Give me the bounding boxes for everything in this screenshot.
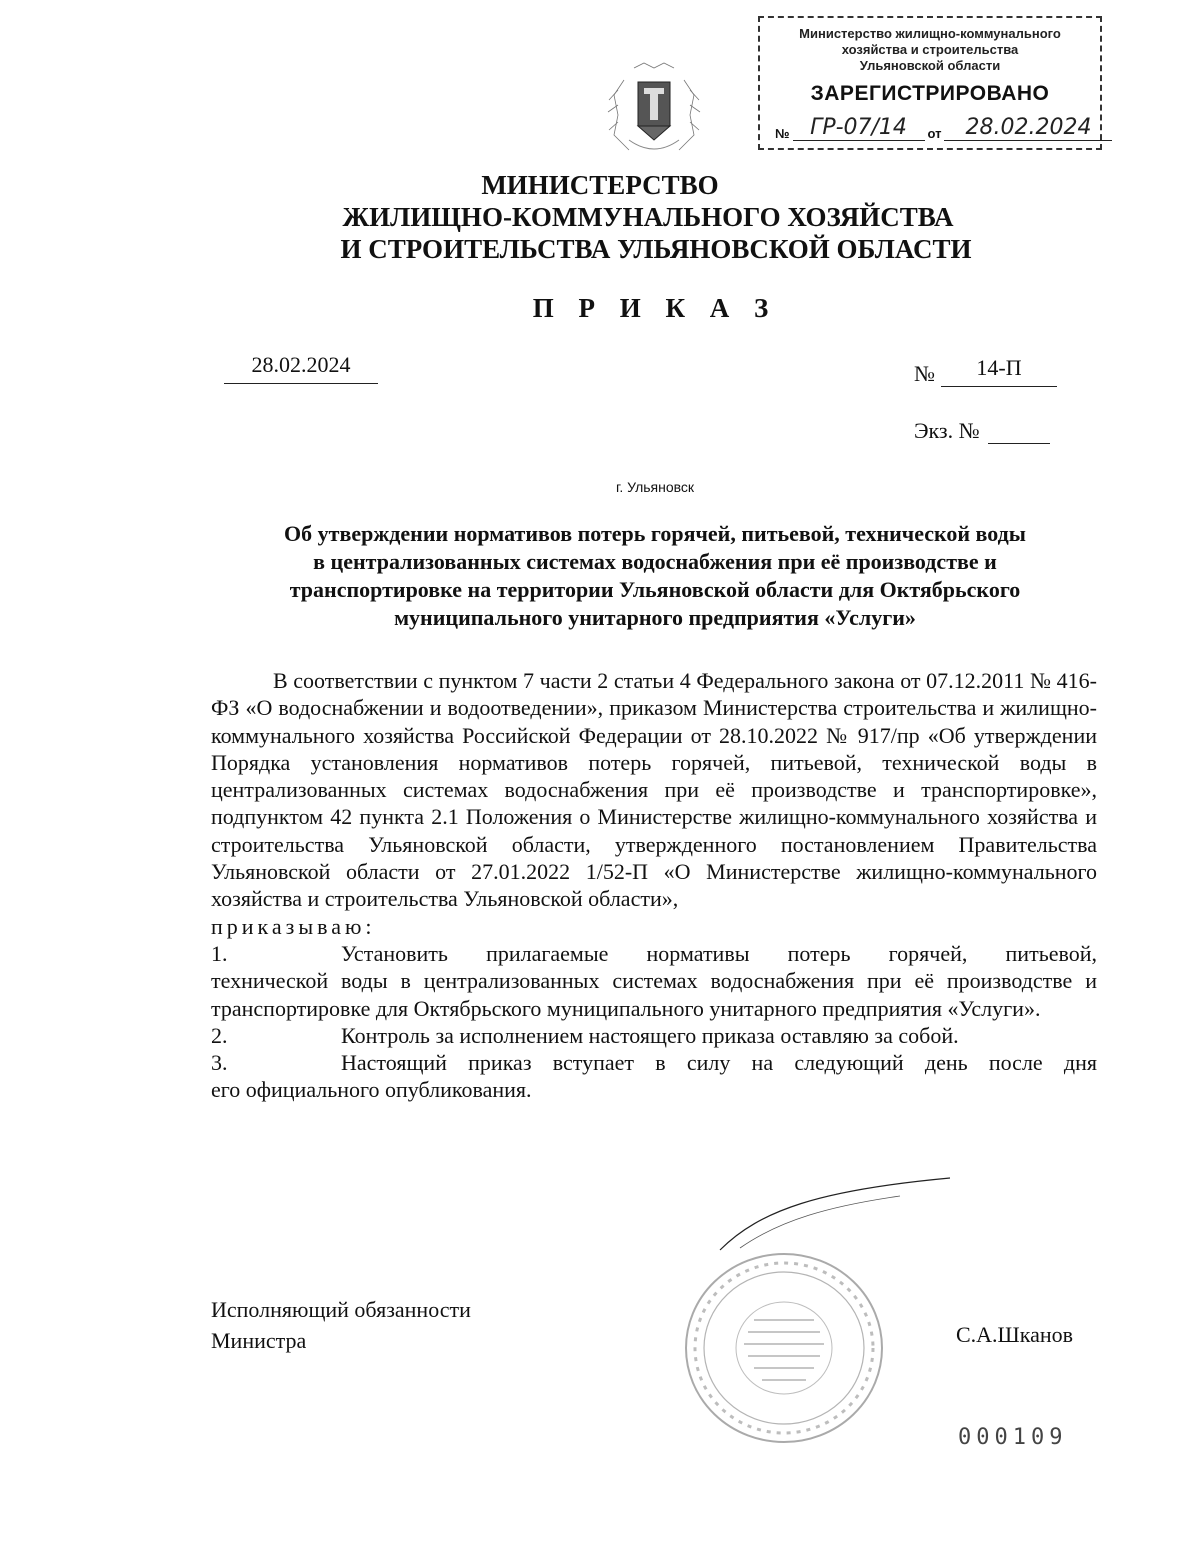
- signatory-position-line: Министра: [211, 1328, 307, 1353]
- order-word: приказываю:: [211, 913, 376, 939]
- document-type-title: П Р И К А З: [532, 293, 778, 323]
- order-item-text: Настоящий приказ вступает в силу на следующий день после дня: [341, 1050, 1097, 1076]
- ministry-name-line-3: И СТРОИТЕЛЬСТВА УЛЬЯНОВСКОЙ ОБЛАСТИ: [340, 234, 972, 264]
- order-item-text: Установить прилагаемые нормативы потерь горячей, питьевой,: [341, 940, 1097, 966]
- order-number-field: [914, 355, 1057, 387]
- registration-date-label: от: [927, 126, 942, 141]
- order-subject-line: Об утверждении нормативов потерь горячей, питьевой, технической воды: [284, 521, 1026, 546]
- signatory-position-line: Исполняющий обязанности: [211, 1297, 471, 1322]
- order-body: [211, 667, 1097, 1104]
- order-subject-line: муниципального унитарного предприятия «Услуги»: [394, 605, 916, 630]
- registration-stamp-line: [772, 116, 1112, 141]
- signatory-name: С.А.Шканов: [956, 1322, 1074, 1347]
- coat-of-arms-emblem: [604, 60, 704, 160]
- order-item-3: [211, 1049, 1097, 1076]
- order-item-number: 2.: [211, 1022, 228, 1048]
- registration-stamp-org-line: хозяйства и строительства: [841, 42, 1019, 57]
- document-serial-code: 000109: [958, 1425, 1068, 1450]
- order-item-number: 1.: [211, 940, 228, 966]
- city-name: г. Ульяновск: [615, 479, 695, 495]
- registration-number-label: №: [775, 126, 790, 141]
- registration-stamp: [758, 16, 1102, 150]
- order-subject-line: в централизованных системах водоснабжения при её производстве и: [313, 549, 997, 574]
- signatory-position: [211, 1294, 471, 1356]
- order-item-continuation: технической воды в централизованных системах водоснабжения при её производстве и транспортировке для Октябрьского муниципального унитарного предприятия «Услуги».: [211, 968, 1097, 1021]
- registration-stamp-org-line: Министерство жилищно-коммунального: [799, 26, 1061, 41]
- official-round-seal: [682, 1250, 886, 1446]
- order-date: 28.02.2024: [224, 352, 378, 384]
- registration-stamp-org-line: Ульяновской области: [859, 58, 1001, 73]
- registration-stamp-organization: [760, 26, 1100, 74]
- order-item-1: [211, 940, 1097, 967]
- registration-number-handwritten: ГР-07/14: [793, 116, 925, 141]
- order-item-text: Контроль за исполнением настоящего приказа оставляю за собой.: [341, 1022, 959, 1048]
- ministry-name-line-2: ЖИЛИЩНО-КОММУНАЛЬНОГО ХОЗЯЙСТВА: [342, 202, 954, 232]
- copy-number-blank: [988, 421, 1050, 444]
- registration-stamp-title: ЗАРЕГИСТРИРОВАНО: [810, 82, 1050, 105]
- ministry-name-line-1: МИНИСТЕРСТВО: [481, 170, 719, 200]
- preamble-paragraph: В соответствии с пунктом 7 части 2 статьи 4 Федерального закона от 07.12.2011 № 416-ФЗ «О водоснабжении и водоотведении», приказом Министерства строительства и жилищно-коммунального хозяйства Российской Федерации от 28.10.2022 № 917/пр «Об утверждении Порядка установления нормативов потерь горячей, питьевой, технической воды в централизованных системах водоснабжения при её производстве и транспортировке», подпунктом 42 пункта 2.1 Положения о Министерстве жилищно-коммунального хозяйства и строительства Ульяновской области, утвержденного постановлением Правительства Ульяновской области от 27.01.2022 1/52-П «О Министерстве жилищно-коммунального хозяйства и строительства Ульяновской области»,: [211, 668, 1097, 912]
- handwritten-signature: [700, 1170, 960, 1260]
- order-number: 14-П: [941, 355, 1057, 387]
- order-number-label: №: [914, 361, 935, 386]
- order-item-number: 3.: [211, 1050, 228, 1076]
- copy-number-label: Экз. №: [914, 418, 980, 443]
- copy-number-field: [914, 418, 1050, 444]
- order-subject-line: транспортировке на территории Ульяновской области для Октябрьского: [289, 577, 1021, 602]
- order-item-continuation: его официального опубликования.: [211, 1077, 532, 1103]
- registration-date-handwritten: 28.02.2024: [944, 116, 1112, 141]
- order-item-2: [211, 1022, 1097, 1049]
- order-subject: [205, 520, 1105, 632]
